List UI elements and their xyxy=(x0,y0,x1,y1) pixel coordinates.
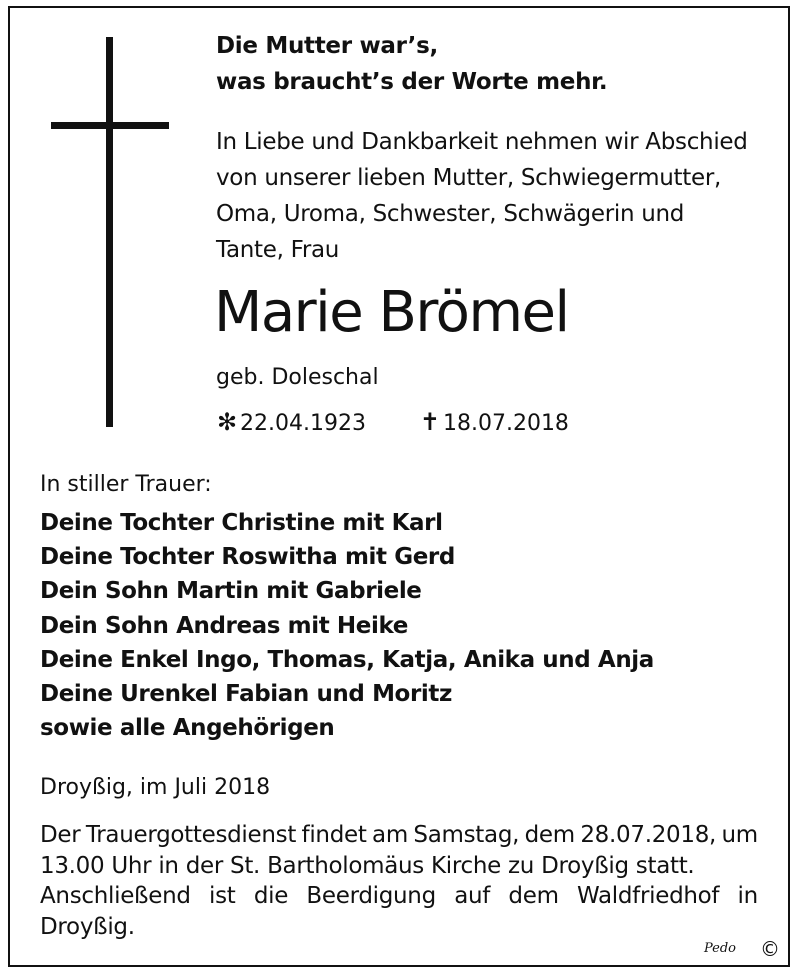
intro-line: Oma, Uroma, Schwester, Schwägerin und xyxy=(216,201,685,227)
mourner-item: Dein Sohn Martin mit Gabriele xyxy=(40,578,422,605)
motto-line: Die Mutter war’s, xyxy=(216,33,438,59)
designer-signature: Pedo xyxy=(704,941,737,956)
mourner-item: Deine Tochter Roswitha mit Gerd xyxy=(40,544,455,571)
intro-line: von unserer lieben Mutter, Schwiegermutter, xyxy=(216,165,721,191)
death-date: 18.07.2018 xyxy=(442,411,569,436)
intro-line: In Liebe und Dankbarkeit nehmen wir Abschied xyxy=(216,129,748,155)
maiden-name: geb. Doleschal xyxy=(216,365,379,390)
place-date: Droyßig, im Juli 2018 xyxy=(40,775,271,800)
intro-text xyxy=(216,131,748,275)
mourner-item: Dein Sohn Andreas mit Heike xyxy=(40,612,408,639)
life-dates xyxy=(216,410,569,435)
service-info xyxy=(40,820,758,942)
mourner-item: Deine Urenkel Fabian und Moritz xyxy=(40,680,452,707)
service-line: 13.00 Uhr in der St. Bartholomäus Kirche zu Droyßig statt. xyxy=(40,852,695,879)
deceased-name: Marie Brömel xyxy=(214,280,569,345)
service-line: Anschließend ist die Beerdigung auf dem Waldfriedhof in xyxy=(40,883,758,909)
mourner-item: Deine Tochter Christine mit Karl xyxy=(40,510,443,536)
sorrow-label: In stiller Trauer: xyxy=(40,472,212,497)
birth-star-icon: ✻ xyxy=(216,408,238,436)
mourners-list xyxy=(40,512,654,751)
service-line: Droyßig. xyxy=(40,913,135,940)
intro-line: Tante, Frau xyxy=(216,237,340,263)
service-line: Der Trauergottesdienst findet am Samstag, dem 28.07.2018, um xyxy=(40,822,758,848)
mourner-item: Deine Enkel Ingo, Thomas, Katja, Anika und Anja xyxy=(40,646,654,673)
birth-date: 22.04.1923 xyxy=(240,411,366,436)
mourner-item: sowie alle Angehörigen xyxy=(40,715,335,742)
death-cross-icon: ✝ xyxy=(419,408,441,436)
motto-line: was braucht’s der Worte mehr. xyxy=(216,69,608,95)
motto xyxy=(216,35,607,107)
copyright-icon: © xyxy=(760,937,780,961)
